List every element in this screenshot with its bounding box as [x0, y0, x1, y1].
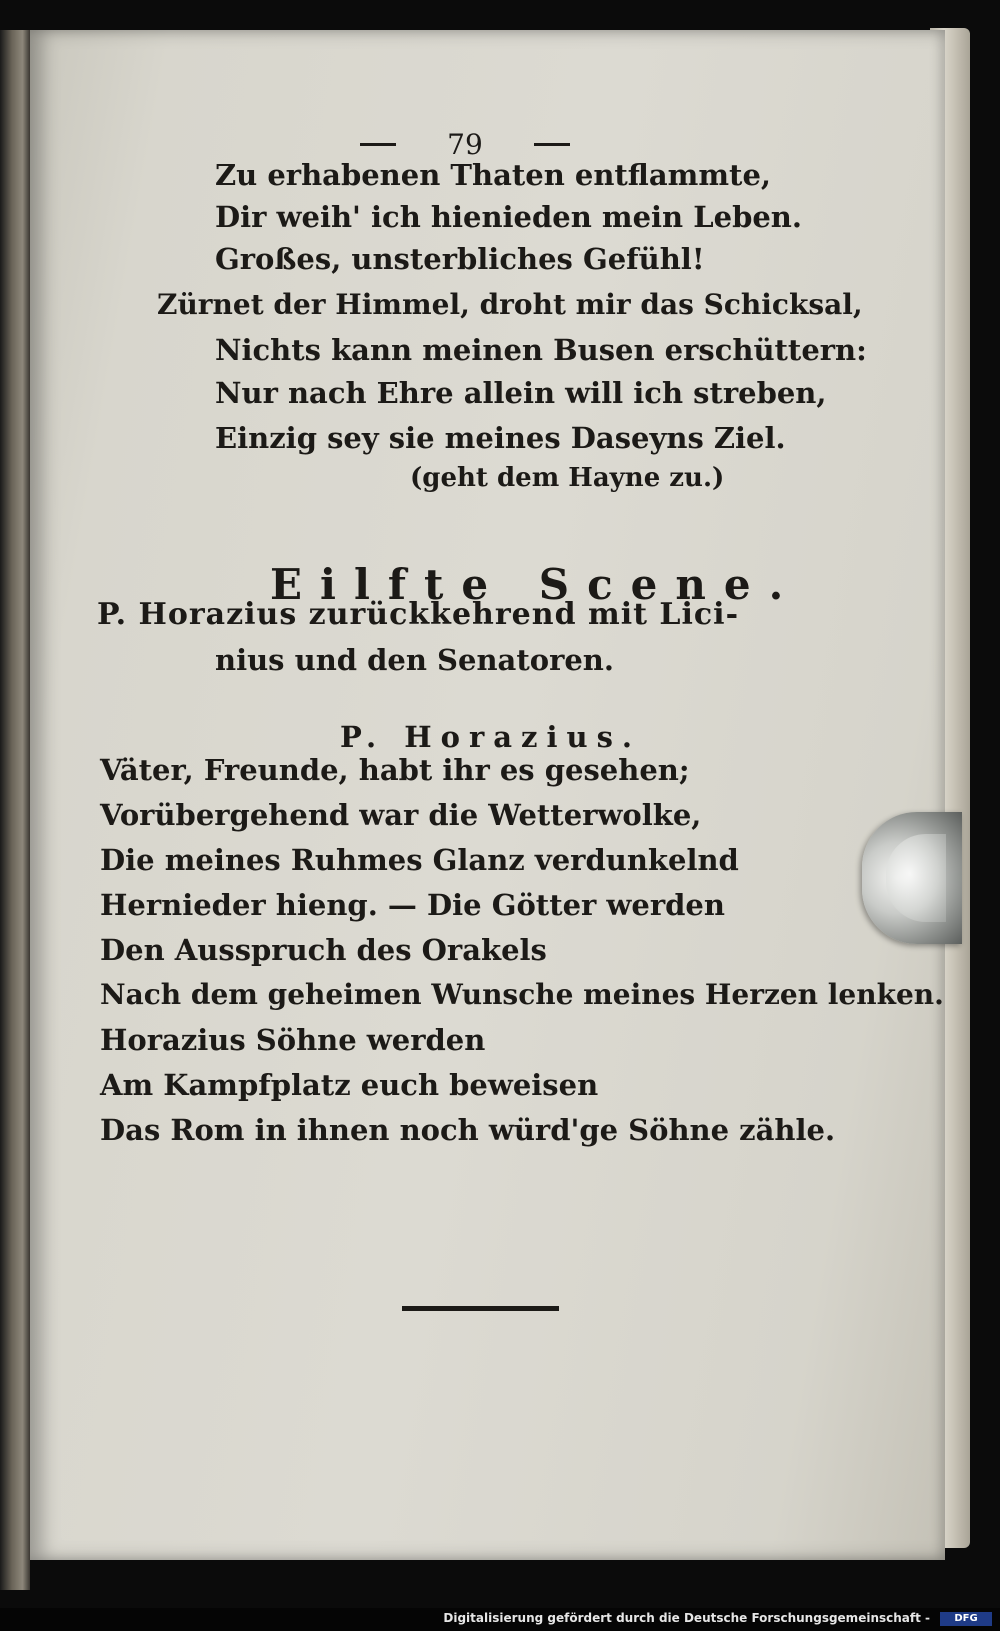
speaker-name: P. Horazius.: [340, 720, 642, 754]
book-spine-left: [0, 30, 30, 1590]
scene-cast-line: P. Horazius zurückkehrend mit Lici-: [97, 597, 740, 632]
verse-line: Zu erhabenen Thaten entflammte,: [215, 158, 771, 192]
verse-line: Das Rom in ihnen noch würd'ge Söhne zähle.: [100, 1113, 836, 1147]
stage-direction: (geht dem Hayne zu.): [410, 463, 725, 493]
verse-line: Zürnet der Himmel, droht mir das Schicksal,: [157, 288, 863, 321]
verse-line: Am Kampfplatz euch beweisen: [100, 1068, 599, 1102]
verse-line: Großes, unsterbliches Gefühl!: [215, 242, 705, 276]
verse-line: Die meines Ruhmes Glanz verdunkelnd: [100, 843, 739, 877]
scene-title: Eilfte Scene.: [270, 560, 802, 609]
page-number-dash-right: [534, 143, 570, 146]
verse-line: Nur nach Ehre allein will ich streben,: [215, 376, 827, 410]
scene-cast-line: nius und den Senatoren.: [215, 643, 614, 677]
page-number-dash-left: [360, 143, 396, 146]
section-rule: [402, 1306, 559, 1311]
page-clip-highlight: [886, 834, 946, 922]
page-number-value: 79: [447, 128, 483, 161]
footer-credit: Digitalisierung gefördert durch die Deutsche Forschungsgemeinschaft -: [443, 1611, 930, 1625]
verse-line: Väter, Freunde, habt ihr es gesehen;: [100, 753, 690, 787]
verse-line: Horazius Söhne werden: [100, 1023, 486, 1057]
book-page: [30, 30, 945, 1560]
verse-line: Nichts kann meinen Busen erschüttern:: [215, 333, 867, 367]
verse-line: Hernieder hieng. — Die Götter werden: [100, 888, 725, 922]
page-clip-icon: [862, 812, 962, 944]
verse-line: Einzig sey sie meines Daseyns Ziel.: [215, 421, 786, 455]
verse-line: Vorübergehend war die Wetterwolke,: [100, 798, 702, 832]
verse-line: Nach dem geheimen Wunsche meines Herzen lenken.: [100, 978, 944, 1011]
verse-line: Den Ausspruch des Orakels: [100, 933, 547, 967]
verse-line: Dir weih' ich hienieden mein Leben.: [215, 200, 802, 234]
dfg-logo-icon: DFG: [940, 1612, 992, 1626]
